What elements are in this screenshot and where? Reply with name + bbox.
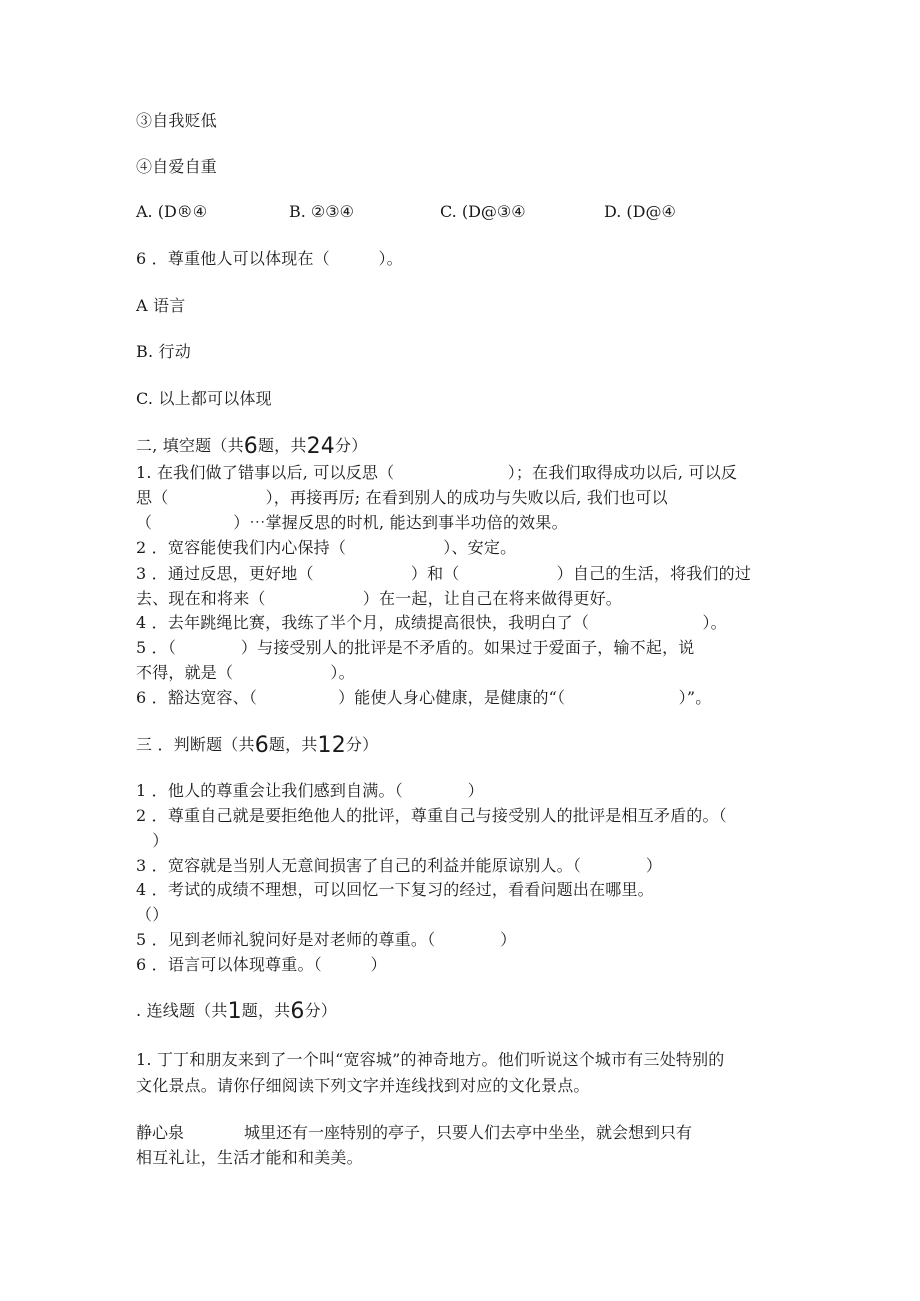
fill-line: 2 ．宽容能使我们内心保持（ ）、安定。 — [136, 538, 517, 557]
fill-line: （ ）⋯掌握反思的时机, 能达到事半功倍的效果。 — [136, 513, 568, 532]
fill-line: 6 ．豁达宽容、（ ）能使人身心健康，是健康的“（ ）”。 — [136, 688, 712, 707]
q5-item-4: ④自爱自重 — [136, 157, 218, 176]
q6-stem: 6 ．尊重他人可以体现在（ ）。 — [136, 249, 403, 268]
section-title-fill-in: 二, 填空题（共6题，共24分） — [136, 434, 368, 459]
judge-line: 6 ．语言可以体现尊重。（ ） — [136, 955, 387, 974]
fill-line: 1. 在我们做了错事以后, 可以反思（ ）；在我们取得成功以后, 可以反 — [136, 463, 738, 482]
judge-line: 5 ．见到老师礼貌问好是对老师的尊重。（ ） — [136, 930, 517, 949]
fill-line: 去、现在和将来（ ）在一起，让自己在将来做得更好。 — [136, 589, 623, 608]
fill-line: 5 ．（ ）与接受别人的批评是不矛盾的。如果过于爱面子，输不起，说 — [136, 638, 695, 657]
q5-item-3: ③自我贬低 — [136, 111, 218, 130]
q5-option-b: B. ②③④ — [289, 202, 354, 221]
judge-line: 3 ．宽容就是当别人无意间损害了自己的利益并能原谅别人。（ ） — [136, 856, 663, 875]
judge-line: （） — [136, 905, 169, 924]
match-right-item-cont: 相互礼让，生活才能和和美美。 — [136, 1148, 363, 1167]
judge-line: 1 ．他人的尊重会让我们感到自满。（ ） — [136, 781, 484, 800]
fill-line: 思（ ），再接再厉; 在看到别人的成功与失败以后, 我们也可以 — [136, 488, 668, 507]
match-left-item: 静心泉 — [136, 1123, 185, 1142]
section-title-judgement: 三 ．判断题（共6题，共12分） — [136, 733, 379, 758]
q6-option-b: B. 行动 — [136, 342, 191, 361]
fill-line: 3 ．通过反思，更好地（ ）和（ ）自己的生活，将我们的过 — [136, 564, 752, 583]
q6-option-c: C. 以上都可以体现 — [136, 389, 272, 408]
fill-line: 4 ．去年跳绳比赛，我练了半个月，成绩提高很快，我明白了（ ）。 — [136, 613, 727, 632]
q5-option-d: D. (D@④ — [604, 202, 676, 221]
match-line: 1. 丁丁和朋友来到了一个叫“宽容城”的神奇地方。他们听说这个城市有三处特别的 — [136, 1050, 725, 1069]
judge-line: 2 ．尊重自己就是要拒绝他人的批评，尊重自己与接受别人的批评是相互矛盾的。（ — [136, 806, 727, 825]
fill-line: 不得，就是（ ）。 — [136, 663, 355, 682]
q6-option-a: A 语言 — [136, 296, 186, 315]
judge-line: 4 ．考试的成绩不理想，可以回忆一下复习的经过，看看问题出在哪里。 — [136, 880, 654, 899]
q5-option-c: C. (D@③④ — [440, 202, 526, 221]
judge-line: ） — [136, 831, 169, 850]
match-right-item: 城里还有一座特别的亭子，只要人们去亭中坐坐，就会想到只有 — [244, 1123, 693, 1142]
section-title-matching: . 连线题（共1题，共6分） — [136, 999, 337, 1024]
q5-option-a: A. (D®④ — [136, 202, 208, 221]
match-line: 文化景点。请你仔细阅读下列文字并连线找到对应的文化景点。 — [136, 1076, 590, 1095]
